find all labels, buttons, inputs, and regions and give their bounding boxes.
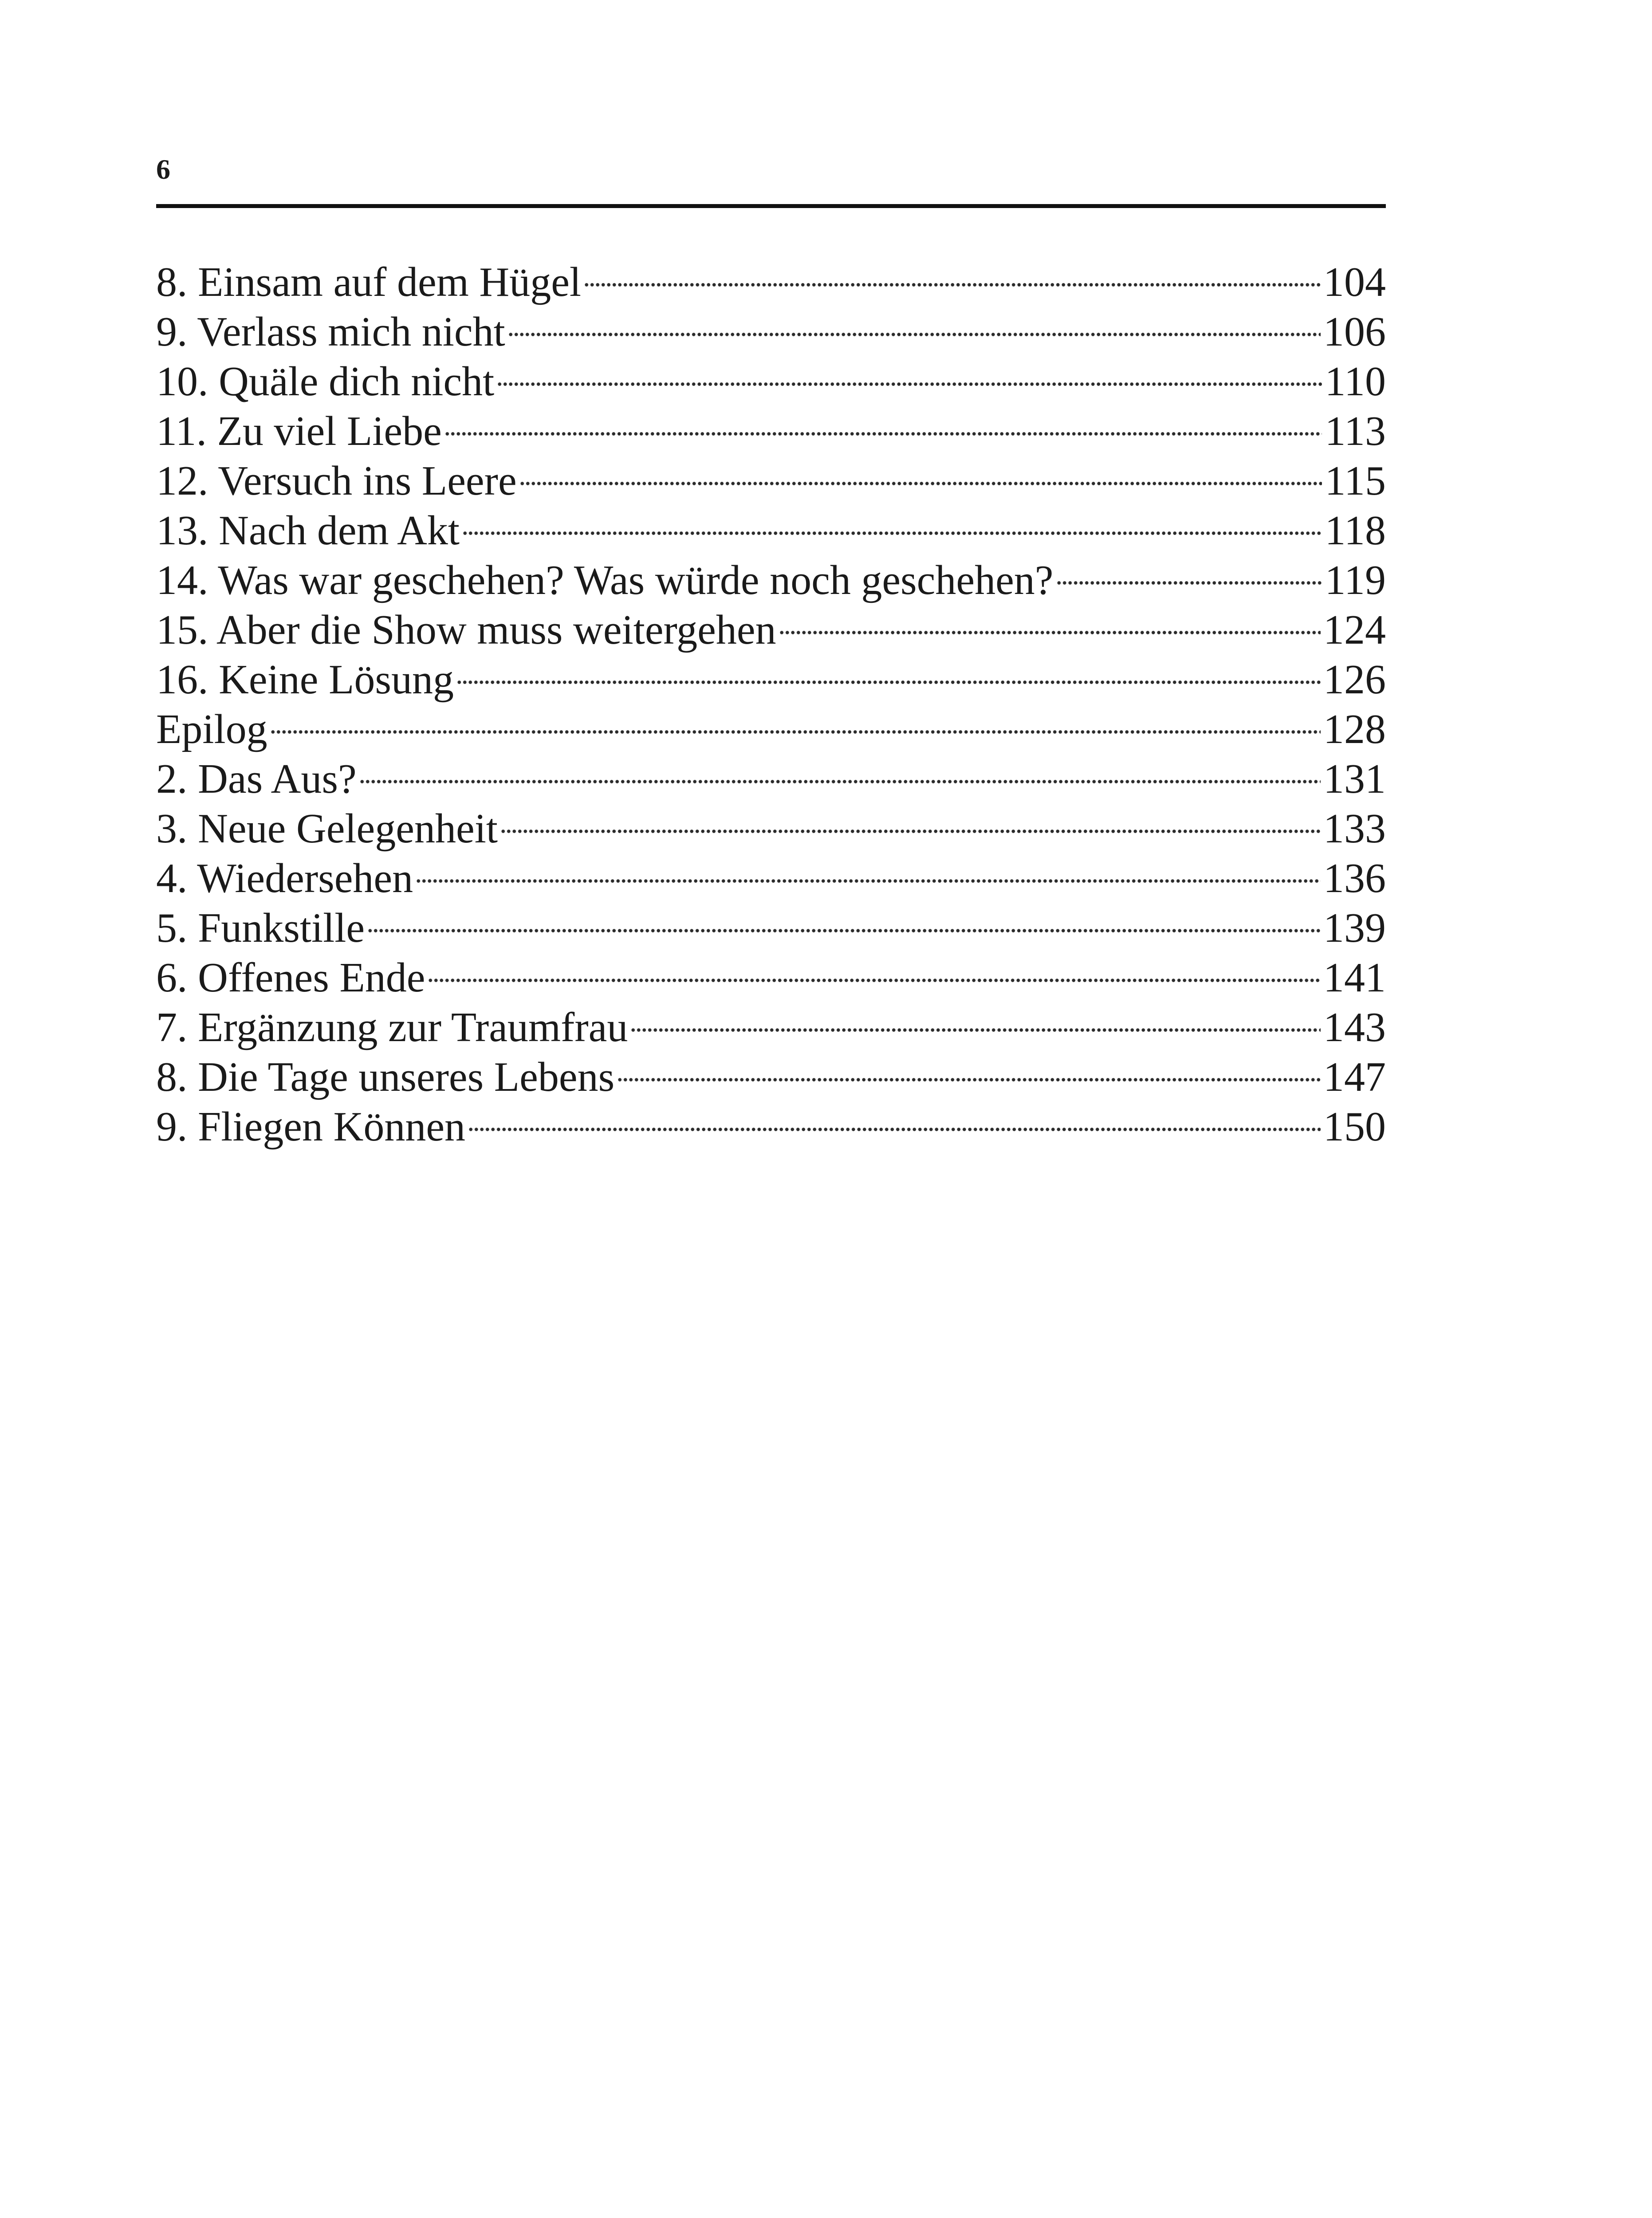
toc-entry-page: 139 bbox=[1323, 905, 1386, 951]
toc-entry-page: 147 bbox=[1323, 1054, 1386, 1100]
toc-entry[interactable] bbox=[156, 1102, 1386, 1152]
toc-entry-page: 150 bbox=[1323, 1104, 1386, 1150]
dot-leader bbox=[779, 629, 1321, 636]
dot-leader bbox=[270, 729, 1321, 735]
toc-entry-title: 4. Wiedersehen bbox=[156, 855, 413, 901]
dot-leader bbox=[508, 331, 1321, 338]
toc-entry-page: 110 bbox=[1325, 358, 1386, 405]
toc-entry[interactable] bbox=[156, 754, 1386, 804]
toc-entry-title: 15. Aber die Show muss weitergehen bbox=[156, 607, 776, 653]
toc-entry-page: 128 bbox=[1323, 706, 1386, 752]
toc-entry-title: 2. Das Aus? bbox=[156, 756, 357, 802]
toc-entry-page: 118 bbox=[1325, 507, 1386, 554]
dot-leader bbox=[500, 828, 1321, 834]
dot-leader bbox=[468, 1126, 1321, 1133]
toc-entry-page: 131 bbox=[1323, 756, 1386, 802]
toc-entry[interactable] bbox=[156, 1003, 1386, 1052]
toc-entry[interactable] bbox=[156, 1052, 1386, 1102]
toc-entry[interactable] bbox=[156, 307, 1386, 357]
toc-entry[interactable] bbox=[156, 804, 1386, 853]
dot-leader bbox=[497, 381, 1322, 387]
header-rule bbox=[156, 204, 1386, 208]
toc-entry-title: 8. Einsam auf dem Hügel bbox=[156, 259, 582, 305]
toc-entry-title: 9. Verlass mich nicht bbox=[156, 309, 505, 355]
toc-entry-title: 16. Keine Lösung bbox=[156, 657, 454, 703]
toc-entry-title: 3. Neue Gelegenheit bbox=[156, 806, 498, 852]
toc-entry-title: 14. Was war geschehen? Was würde noch geschehen? bbox=[156, 557, 1054, 603]
dot-leader bbox=[416, 878, 1321, 884]
toc-entry-page: 113 bbox=[1325, 408, 1386, 454]
toc-entry-page: 115 bbox=[1325, 458, 1386, 504]
toc-entry-title: 7. Ergänzung zur Traumfrau bbox=[156, 1004, 628, 1050]
toc-entry[interactable] bbox=[156, 257, 1386, 307]
table-of-contents bbox=[156, 257, 1386, 1152]
toc-entry-title: 11. Zu viel Liebe bbox=[156, 408, 442, 454]
page-number: 6 bbox=[156, 153, 170, 185]
toc-entry[interactable] bbox=[156, 456, 1386, 506]
toc-entry-title: 13. Nach dem Akt bbox=[156, 507, 460, 554]
dot-leader bbox=[1056, 580, 1322, 586]
toc-entry[interactable] bbox=[156, 555, 1386, 605]
toc-entry-page: 143 bbox=[1323, 1004, 1386, 1050]
toc-entry-page: 141 bbox=[1323, 955, 1386, 1001]
toc-entry-title: 5. Funkstille bbox=[156, 905, 365, 951]
dot-leader bbox=[456, 679, 1321, 685]
toc-entry-page: 119 bbox=[1325, 557, 1386, 603]
toc-entry[interactable] bbox=[156, 853, 1386, 903]
toc-entry-title: 6. Offenes Ende bbox=[156, 955, 425, 1001]
toc-entry[interactable] bbox=[156, 357, 1386, 406]
toc-entry[interactable] bbox=[156, 903, 1386, 953]
toc-entry[interactable] bbox=[156, 655, 1386, 704]
dot-leader bbox=[617, 1077, 1321, 1083]
toc-entry-page: 124 bbox=[1323, 607, 1386, 653]
toc-entry-title: Epilog bbox=[156, 706, 267, 752]
toc-entry[interactable] bbox=[156, 406, 1386, 456]
toc-entry[interactable] bbox=[156, 506, 1386, 555]
toc-entry-title: 12. Versuch ins Leere bbox=[156, 458, 517, 504]
dot-leader bbox=[519, 480, 1322, 487]
dot-leader bbox=[359, 779, 1321, 785]
toc-entry-title: 9. Fliegen Können bbox=[156, 1104, 466, 1150]
dot-leader bbox=[428, 977, 1321, 983]
toc-entry-title: 10. Quäle dich nicht bbox=[156, 358, 495, 405]
toc-entry-page: 126 bbox=[1323, 657, 1386, 703]
dot-leader bbox=[584, 282, 1321, 288]
toc-entry-page: 106 bbox=[1323, 309, 1386, 355]
toc-entry[interactable] bbox=[156, 953, 1386, 1003]
toc-entry[interactable] bbox=[156, 605, 1386, 655]
toc-entry[interactable] bbox=[156, 704, 1386, 754]
toc-entry-title: 8. Die Tage unseres Lebens bbox=[156, 1054, 615, 1100]
toc-entry-page: 104 bbox=[1323, 259, 1386, 305]
dot-leader bbox=[444, 431, 1322, 437]
dot-leader bbox=[630, 1027, 1321, 1033]
dot-leader bbox=[367, 928, 1321, 934]
toc-entry-page: 136 bbox=[1323, 855, 1386, 901]
toc-entry-page: 133 bbox=[1323, 806, 1386, 852]
dot-leader bbox=[462, 530, 1322, 536]
